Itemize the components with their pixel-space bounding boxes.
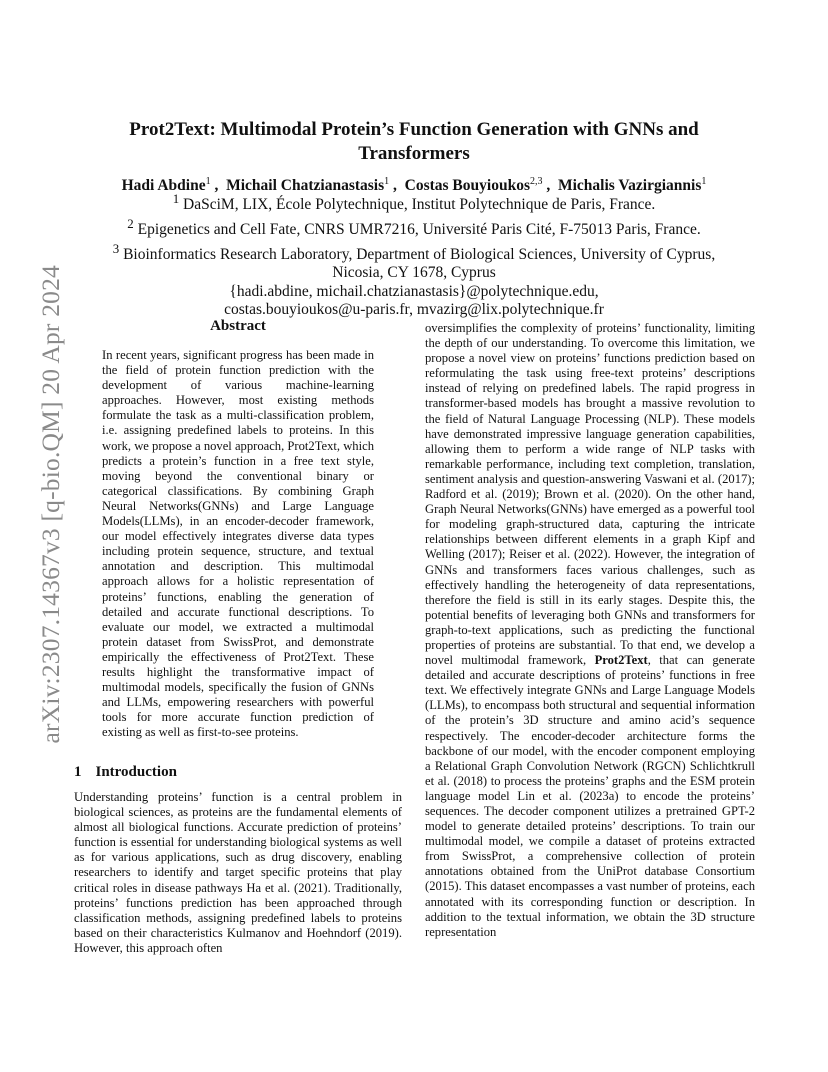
author-name: Hadi Abdine	[121, 177, 206, 195]
email-line-2: costas.bouyioukos@u-paris.fr, mvazirg@lix.polytechnique.fr	[224, 301, 604, 319]
introduction-paragraph-continued	[425, 321, 755, 940]
affiliation-text: Bioinformatics Research Laboratory, Department of Biological Sciences, University of Cyprus,	[123, 245, 716, 263]
affiliation-3	[80, 240, 748, 265]
model-name-emphasis: Prot2Text	[594, 653, 648, 668]
author-affiliation-mark: 1	[701, 176, 707, 187]
affiliation-mark: 2	[127, 215, 134, 231]
author-affiliation-mark: 2,3	[529, 176, 543, 187]
section-title: Introduction	[95, 764, 177, 780]
affiliation-text: DaSciM, LIX, École Polytechnique, Institut Polytechnique de Paris, France.	[183, 196, 656, 214]
right-text-part-b: , that can generate detailed and accurate descriptions of proteins’ functions in free text. We effectively integrate GNNs and Large Language Models (LLMs), to encompass both structural and sequential information of the protein’s 3D structure and amino acid’s sequence respectively. The encoder-decoder architecture forms the backbone of our model, with the encoder component employing a Relational Graph Convolution Network (RGCN) Schlichtkrull et al. (2018) to process the proteins’ graphs and the ESM protein language model Lin et al. (2023a) to encode the proteins’ sequences. The decoder component utilizes a pretrained GPT-2 model to generate detailed proteins’ descriptions. To train our multimodal model, we compile a dataset of proteins extracted from SwissProt, a comprehensive collection of protein annotations obtained from the UniProt database Consortium (2015). This dataset encompasses a vast number of proteins, each annotated with its corresponding function or description. In addition to the textual information, we obtain the 3D structure representation	[425, 653, 755, 939]
title-line-2: Transformers	[358, 143, 470, 164]
abstract-body	[102, 348, 374, 740]
affiliation-text: Epigenetics and Cell Fate, CNRS UMR7216, Université Paris Cité, F-75013 Paris, France.	[137, 220, 701, 238]
author-name: Michalis Vazirgiannis	[557, 177, 702, 195]
author-affiliation-mark: 1	[384, 176, 390, 187]
arxiv-identifier-text: arXiv:2307.14367v3 [q-bio.QM] 20 Apr 2024	[36, 265, 65, 744]
affiliation-mark: 3	[112, 240, 120, 256]
introduction-body-left	[74, 790, 402, 956]
affiliation-mark: 1	[172, 191, 180, 206]
title-line-1: Prot2Text: Multimodal Protein’s Function Generation with GNNs and	[129, 119, 699, 140]
email-line-1: {hadi.abdine, michail.chatzianastasis}@polytechnique.edu,	[229, 282, 599, 300]
paper-title	[80, 118, 748, 166]
affiliation-2	[80, 215, 748, 240]
author-affiliation-mark: 1	[205, 176, 211, 187]
affiliation-1	[80, 190, 748, 215]
affiliation-3-continued: Nicosia, CY 1678, Cyprus	[332, 264, 496, 282]
abstract-heading: Abstract	[210, 318, 266, 334]
introduction-body-right	[425, 321, 755, 940]
author-name: Michail Chatzianastasis	[226, 177, 385, 195]
section-number: 1	[74, 764, 82, 780]
section-heading-introduction	[74, 764, 177, 781]
affiliations	[80, 190, 748, 320]
introduction-paragraph: Understanding proteins’ function is a central problem in biological sciences, as proteins are the fundamental elements of almost all biological functions. Accurate prediction of proteins’ function is essential for understanding biological systems as well as for various applications, such as drug discovery, enabling researchers to identify and target specific proteins that play critical roles in disease pathways Ha et al. (2021). Traditionally, proteins’ functions prediction has been approached through classification methods, assigning predefined labels to proteins based on their characteristics Kulmanov and Hoehndorf (2019). However, this approach often	[74, 790, 402, 955]
author-name: Costas Bouyioukos	[404, 177, 530, 195]
abstract-paragraph: In recent years, significant progress has been made in the field of protein function prediction with the development of various machine-learning approaches. However, most existing methods formulate the task as a multi-classification problem, i.e. assigning predefined labels to proteins. In this work, we propose a novel approach, Prot2Text, which predicts a protein’s function in a free text style, moving beyond the conventional binary or categorical classifications. By combining Graph Neural Networks(GNNs) and Large Language Models(LLMs), in an encoder-decoder framework, our model effectively integrates diverse data types including protein sequence, structure, and textual annotation and description. This multimodal approach allows for a holistic representation of proteins’ functions, enabling the generation of detailed and accurate functional descriptions. To evaluate our model, we extracted a multimodal protein dataset from SwissProt, and demonstrate empirically the effectiveness of Prot2Text. These results highlight the transformative impact of multimodal models, specifically the fusion of GNNs and LLMs, empowering researchers with powerful tools for more accurate function prediction of existing as well as first-to-see proteins.	[102, 348, 374, 740]
author-list: Hadi Abdine$^1$ , Michail Chatzianastasis$^1$ , Costas Bouyioukos$^{2,3}$ , Michalis Vazirgiannis$^1$	[121, 176, 707, 195]
right-text-part-a: oversimplifies the complexity of proteins’ functionality, limiting the depth of our understanding. To overcome this limitation, we propose a novel view on proteins’ functions prediction based on reformulating the task using free-text proteins’ descriptions instead of relying on predefined labels. The rapid progress in transformer-based models has brought a massive revolution to the field of Natural Language Processing (NLP). These models have demonstrated impressive language generation capabilities, allowing them to perform a wide range of NLP tasks with remarkable performance, including text completion, translation, sentiment analysis and question-answering Vaswani et al. (2017); Radford et al. (2019); Brown et al. (2020). On the other hand, Graph Neural Networks(GNNs) have emerged as a powerful tool for modeling graph-structured data, capturing the intricate relationships between different elements in a graph Kipf and Welling (2017); Reiser et al. (2022). However, the integration of GNNs and transformers faces various challenges, such as effectively handling the heterogeneity of data representations, therefore the field is still in its early stages. Despite this, the potential benefits of leveraging both GNNs and transformers for graph-to-text applications, such as predicting the functional properties of proteins are substantial. To that end, we develop a novel multimodal framework,	[425, 321, 755, 668]
